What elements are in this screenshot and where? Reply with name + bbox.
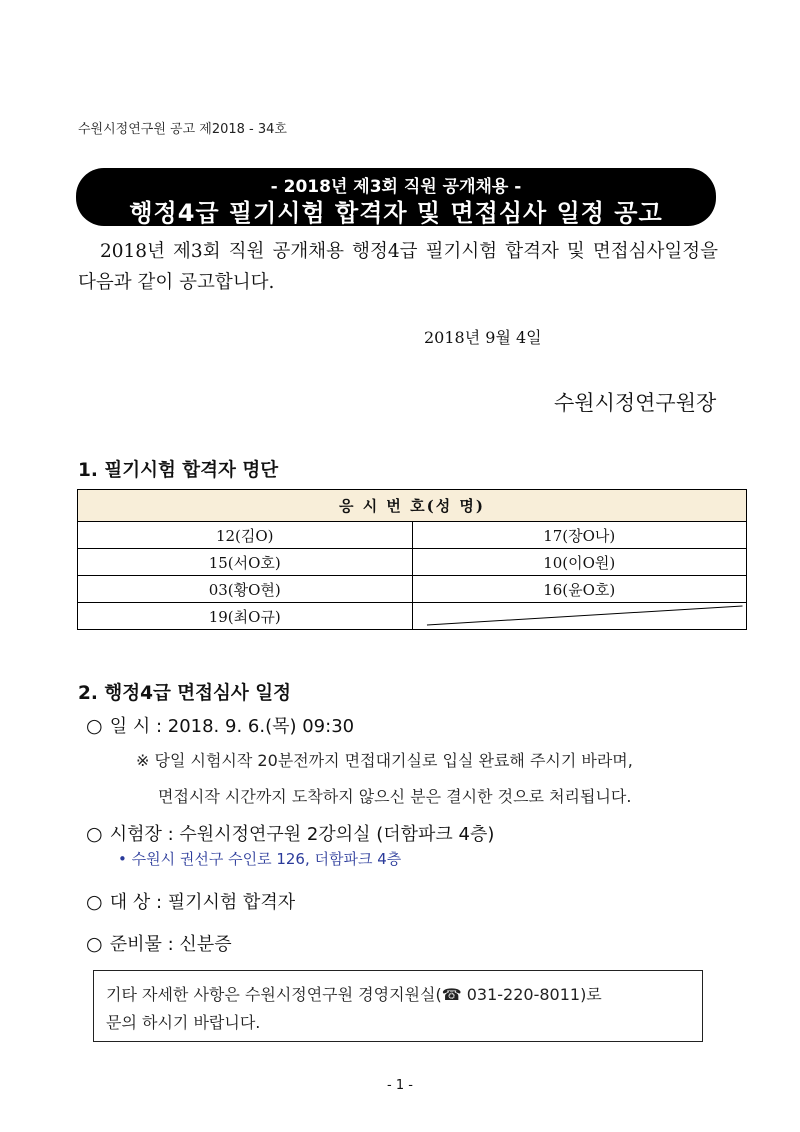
table-row [78, 603, 747, 630]
note-line-2: 면접시작 시간까지 도착하지 않으신 분은 결시한 것으로 처리됩니다. [158, 787, 632, 806]
title-banner [76, 168, 716, 226]
table-cell: 19(최O규) [78, 603, 413, 630]
table-cell: 15(서O호) [78, 549, 413, 576]
table-row [78, 522, 747, 549]
banner-title: 행정4급 필기시험 합격자 및 면접심사 일정 공고 [129, 199, 663, 227]
table-cell: 16(윤O호) [412, 576, 747, 603]
circle-bullet-icon: ○ [86, 823, 103, 845]
page-number: - 1 - [387, 1078, 413, 1093]
prep-value: 신분증 [179, 934, 232, 955]
contact-line-2: 문의 하시기 바랍니다. [106, 1013, 261, 1032]
notice-date: 2018년 9월 4일 [424, 328, 542, 347]
section-2-heading: 2. 행정4급 면접심사 일정 [78, 683, 291, 704]
pass-list-table [77, 489, 747, 630]
issuer-name: 수원시정연구원장 [554, 391, 717, 415]
prep-label: 준비물 [109, 934, 162, 955]
table-header: 응 시 번 호(성 명) [78, 490, 747, 522]
schedule-item: ○ 일 시 : 2018. 9. 6.(목) 09:30 [86, 715, 355, 737]
note-line-1: ※ 당일 시험시작 20분전까지 면접대기실로 입실 완료해 주시기 바라며, [136, 751, 633, 770]
contact-line-1: 기타 자세한 사항은 수원시정연구원 경영지원실(☎ 031-220-8011)로 [106, 985, 602, 1004]
target-label: 대 상 [109, 892, 151, 913]
venue-address: • 수원시 권선구 수인로 126, 더함파크 4층 [118, 850, 402, 868]
circle-bullet-icon: ○ [86, 715, 103, 737]
schedule-label: 일 시 [109, 716, 151, 737]
contact-box [93, 970, 703, 1042]
intro-paragraph: 2018년 제3회 직원 공개채용 행정4급 필기시험 합격자 및 면접심사일정을 다음과 같이 공고합니다. [78, 241, 718, 293]
venue-value: 수원시정연구원 2강의실 (더함파크 4층) [179, 824, 495, 845]
circle-bullet-icon: ○ [86, 933, 103, 955]
venue-item: ○ 시험장 : 수원시정연구원 2강의실 (더함파크 4층) [86, 823, 495, 845]
section-1-heading: 1. 필기시험 합격자 명단 [78, 460, 279, 481]
target-value: 필기시험 합격자 [167, 892, 296, 913]
notice-number: 수원시정연구원 공고 제2018 - 34호 [78, 122, 287, 137]
table-cell: 17(장O나) [412, 522, 747, 549]
table-cell: 10(이O원) [412, 549, 747, 576]
table-row [78, 576, 747, 603]
prep-item: ○ 준비물 : 신분증 [86, 933, 232, 955]
venue-label: 시험장 [109, 824, 162, 845]
circle-bullet-icon: ○ [86, 891, 103, 913]
banner-subtitle: - 2018년 제3회 직원 공개채용 - [270, 177, 522, 197]
table-cell: 12(김O) [78, 522, 413, 549]
empty-cell-diagonal [412, 603, 747, 630]
table-cell: 03(황O현) [78, 576, 413, 603]
schedule-value: 2018. 9. 6.(목) 09:30 [167, 716, 355, 737]
table-row [78, 549, 747, 576]
target-item: ○ 대 상 : 필기시험 합격자 [86, 891, 296, 913]
